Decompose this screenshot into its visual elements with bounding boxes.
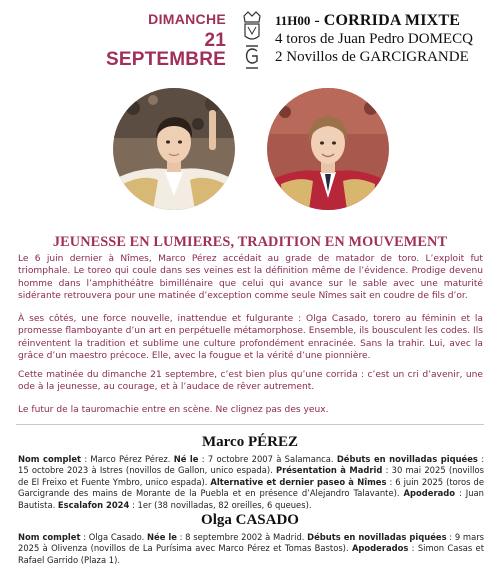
bio-value: : Juan Bautista. — [18, 488, 484, 510]
closing-paragraph: Le futur de la tauromachie entre en scène. Ne clignez pas des yeux. — [18, 405, 329, 415]
bio-key: Né le — [173, 454, 199, 464]
bio-key: Débuts en novilladas piquées — [336, 454, 478, 464]
section-divider — [16, 424, 484, 425]
olga-bio — [18, 532, 484, 566]
bio-key: Escalafon 2024 — [57, 499, 130, 510]
event-bulls-line: 4 toros de Juan Pedro DOMECQ — [275, 30, 473, 47]
bio-key: Alternative et dernier paseo à Nîmes — [210, 476, 387, 487]
bio-value: : 15 octobre 2023 à Istres (novillos de Gallon, unico espada). — [18, 454, 485, 476]
event-details — [275, 12, 495, 66]
event-novillos-line: 2 Novillos de GARCIGRANDE — [275, 48, 469, 65]
bio-value: : 7 octobre 2007 à Salamanca. — [198, 454, 337, 464]
bio-key: Débuts en novilladas piquées — [307, 532, 447, 542]
bio-value: : Simon Casas et Rafael Garrido (Plaza 1). — [18, 543, 484, 565]
event-day: DIMANCHE — [148, 11, 226, 27]
bio-value: : 30 mai 2025 (novillos de El Freixo et Fuente Ymbro, unico espada). — [18, 465, 484, 487]
crown-crest-icon — [241, 10, 263, 72]
matinee-paragraph: Cette matinée du dimanche 21 septembre, c’est bien plus qu’une corrida : c’est un cri d’avenir, une ode à la jeunesse, au courage, et à l’audace de rêver autrement. — [18, 370, 483, 393]
torera-portrait — [267, 88, 389, 210]
bio-value: : 9 mars 2025 à Olivenza (novillos de La Purísima avec Marco Pérez et Tomas Bastos). — [18, 532, 485, 554]
bio-key: Présentation à Madrid — [275, 465, 383, 476]
bio-key: Apoderados — [351, 543, 409, 554]
olga-name-heading: Olga CASADO — [201, 512, 299, 528]
intro-paragraph: Le 6 juin dernier à Nîmes, Marco Pérez accédait au grade de matador de toro. L’exploit fut triomphale. Le toreo qui coule dans ses veines est la définition même de l’évidence. Prodige devenu homme dans l’amphithéâtre bimillénaire que celui qui avance sur le sable avec une maturité sidérante retrouvera pour une matinée d’exception comme seule Nîmes sait en coudre de fils d’or. — [18, 254, 483, 302]
marco-name-heading: Marco PÉREZ — [202, 434, 298, 450]
marco-bio — [18, 454, 484, 511]
olga-paragraph: À ses côtés, une force nouvelle, inattendue et fulgurante : Olga Casado, torero au féminin et la promesse flamboyante d’un art en perpétuelle métamorphose. Ensemble, ils bousculent les codes. Ils réinventent la tradition et sublime une culture profondément enracinée. Sans la trahir. Lui, avec la grâce d’un maestro précoce. Elle, avec la fougue et la vérité d’une pionnière. — [18, 314, 483, 362]
event-date — [80, 12, 226, 69]
event-time: 11H00 — [275, 13, 311, 28]
bio-value: : Marco Pérez Pérez. — [81, 454, 174, 464]
bio-key: Nom complet — [18, 454, 82, 464]
bio-key: Apoderado — [403, 488, 455, 499]
bio-value: : 8 septembre 2002 à Madrid. — [176, 532, 308, 542]
event-time-title — [275, 12, 495, 31]
event-date-number: 21 SEPTEMBRE — [105, 30, 226, 70]
event-separator: - — [310, 12, 324, 29]
bio-key: Née le — [147, 532, 177, 542]
bio-value: : Olga Casado. — [80, 532, 147, 542]
event-title: CORRIDA MIXTE — [323, 12, 461, 29]
bio-value: : 6 juin 2025 (toros de Garcigrande des mains de Morante de la Puebla et en présence d’Alejandro Talavante). — [18, 476, 484, 499]
bio-key: Nom complet — [18, 532, 81, 542]
headline: JEUNESSE EN LUMIERES, TRADITION EN MOUVEMENT — [52, 234, 448, 250]
matador-portrait — [113, 88, 235, 210]
bio-value: : 1er (38 novilladas, 82 oreilles, 6 queues). — [129, 499, 312, 510]
